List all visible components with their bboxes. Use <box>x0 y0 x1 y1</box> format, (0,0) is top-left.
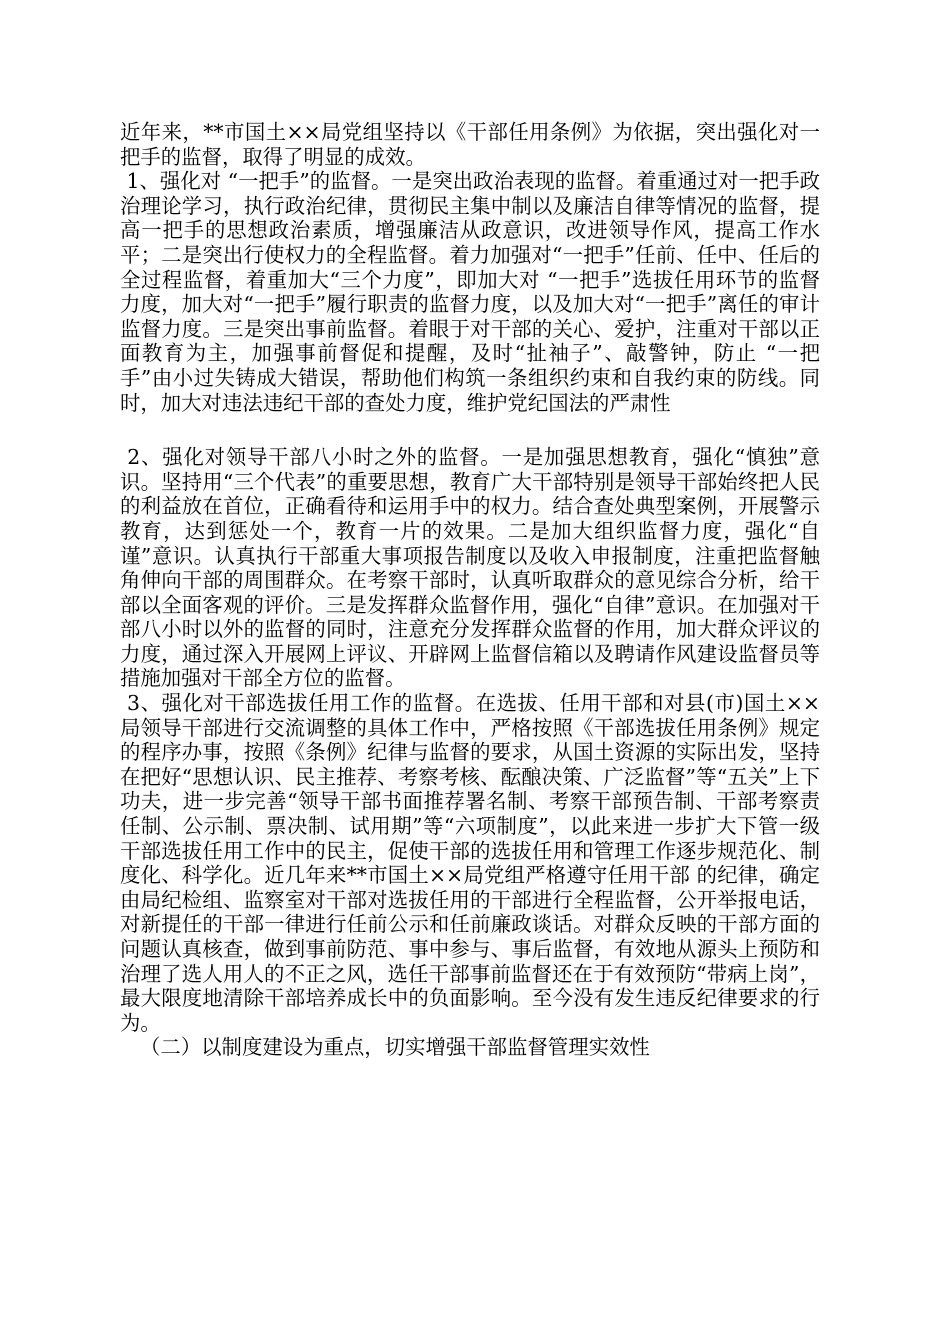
section-2-paragraph: 2、强化对领导干部八小时之外的监督。一是加强思想教育，强化“慎独”意识。坚持用“三个代表”的重要思想，教育广大干部特别是领导干部始终把人民的利益放在首位，正确看待和运用手中的权力。结合查处典型案例，开展警示教育，达到惩处一个，教育一片的效果。二是加大组织监督力度，强化“自谨”意识。认真执行干部重大事项报告制度以及收入申报制度，注重把监督触角伸向干部的周围群众。在考察干部时，认真听取群众的意见综合分析，给干部以全面客观的评价。三是发挥群众监督作用，强化“自律”意识。在加强对干部八小时以外的监督的同时，注意充分发挥群众监督的作用，加大群众评议的力度，通过深入开展网上评议、开辟网上监督信箱以及聘请作风建设监督员等措施加强对干部全方位的监督。 <box>120 445 820 691</box>
section-3-paragraph: 3、强化对干部选拔任用工作的监督。在选拔、任用干部和对县(市)国土××局领导干部进行交流调整的具体工作中，严格按照《干部选拔任用条例》规定的程序办事，按照《条例》纪律与监督的要求，从国土资源的实际出发，坚持在把好“思想认识、民主推荐、考察考核、酝酿决策、广泛监督”等“五关”上下功夫，进一步完善“领导干部书面推荐署名制、考察干部预告制、干部考察责任制、公示制、票决制、试用期”等“六项制度”，以此来进一步扩大下管一级干部选拔任用工作中的民主，促使干部的选拔任用和管理工作逐步规范化、制度化、科学化。近几年来**市国土××局党组严格遵守任用干部 的纪律，确定由局纪检组、监察室对干部对选拔任用的干部进行全程监督，公开举报电话，对新提任的干部一律进行任前公示和任前廉政谈话。对群众反映的干部方面的问题认真核查，做到事前防范、事中参与、事后监督，有效地从源头上预防和治理了选人用人的不正之风，选任干部事前监督还在于有效预防“带病上岗”，最大限度地清除干部培养成长中的负面影响。至今没有发生违反纪律要求的行为。 <box>120 691 820 1035</box>
paragraph-gap <box>120 415 820 445</box>
intro-paragraph: 近年来，**市国土××局党组坚持以《干部任用条例》为依据，突出强化对一把手的监督，取得了明显的成效。 <box>120 120 820 169</box>
document-body <box>120 120 820 1060</box>
section-heading-2: （二）以制度建设为重点，切实增强干部监督管理实效性 <box>140 1035 650 1060</box>
section-1-paragraph: 1、强化对 “一把手”的监督。一是突出政治表现的监督。着重通过对一把手政治理论学习，执行政治纪律，贯彻民主集中制以及廉洁自律等情况的监督，提高一把手的思想政治素质，增强廉洁从政意识，改进领导作风，提高工作水平；二是突出行使权力的全程监督。着力加强对“一把手”任前、任中、任后的全过程监督，着重加大“三个力度”，即加大对 “一把手”选拔任用环节的监督力度，加大对“一把手”履行职责的监督力度，以及加大对“一把手”离任的审计监督力度。三是突出事前监督。着眼于对干部的关心、爱护，注重对干部以正面教育为主，加强事前督促和提醒，及时“扯袖子”、敲警钟，防止 “一把手”由小过失铸成大错误，帮助他们构筑一条组织约束和自我约束的防线。同时，加大对违法违纪干部的查处力度，维护党纪国法的严肃性 <box>120 169 820 415</box>
